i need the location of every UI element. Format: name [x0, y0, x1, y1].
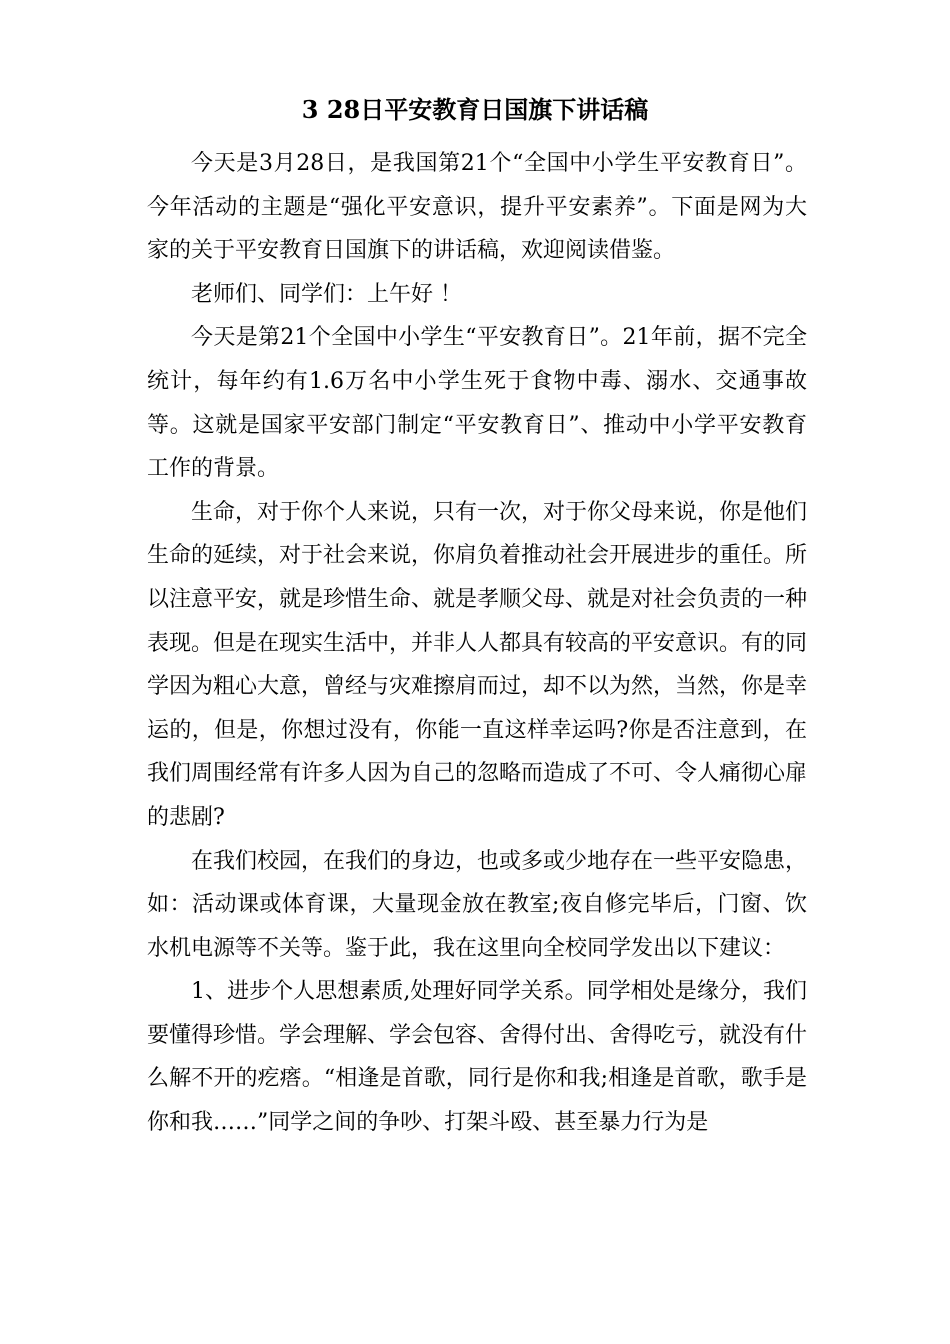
document-body: [147, 142, 807, 1145]
document-title: 3 28日平安教育日国旗下讲话稿: [301, 95, 649, 124]
paragraph-suggestion-1: 1、进步个人思想素质,处理好同学关系。同学相处是缘分，我们要懂得珍惜。学会理解、学会包容、舍得付出、舍得吃亏，就没有什么解不开的疙瘩。“相逢是首歌，同行是你和我;相逢是首歌，歌手是你和我……”同学之间的争吵、打架斗殴、甚至暴力行为是: [147, 979, 808, 1136]
paragraph-background: 今天是第21个全国中小学生“平安教育日”。21年前，据不完全统计，每年约有1.6万名中小学生死于食物中毒、溺水、交通事故等。这就是国家平安部门制定“平安教育日”、推动中小学平安教育工作的背景。: [147, 325, 807, 482]
paragraph-intro: 今天是3月28日，是我国第21个“全国中小学生平安教育日”。今年活动的主题是“强化平安意识，提升平安素养”。下面是网为大家的关于平安教育日国旗下的讲话稿，欢迎阅读借鉴。: [147, 151, 807, 264]
paragraph-campus-hazards: 在我们校园，在我们的身边，也或多或少地存在一些平安隐患，如：活动课或体育课，大量现金放在教室;夜自修完毕后，门窗、饮水机电源等不关等。鉴于此，我在这里向全校同学发出以下建议：: [147, 848, 808, 961]
paragraph-greeting: 老师们、同学们：上午好 ！: [191, 281, 462, 307]
paragraph-life: 生命，对于你个人来说，只有一次，对于你父母来说，你是他们生命的延续，对于社会来说，你肩负着推动社会开展进步的重任。所以注意平安，就是珍惜生命、就是孝顺父母、就是对社会负责的一种表现。但是在现实生活中，并非人人都具有较高的平安意识。有的同学因为粗心大意，曾经与灾难擦肩而过，却不以为然，当然，你是幸运的，但是，你想过没有，你能一直这样幸运吗?你是否注意到，在我们周围经常有许多人因为自己的忽略而造成了不可、令人痛彻心扉的悲剧?: [147, 499, 808, 830]
